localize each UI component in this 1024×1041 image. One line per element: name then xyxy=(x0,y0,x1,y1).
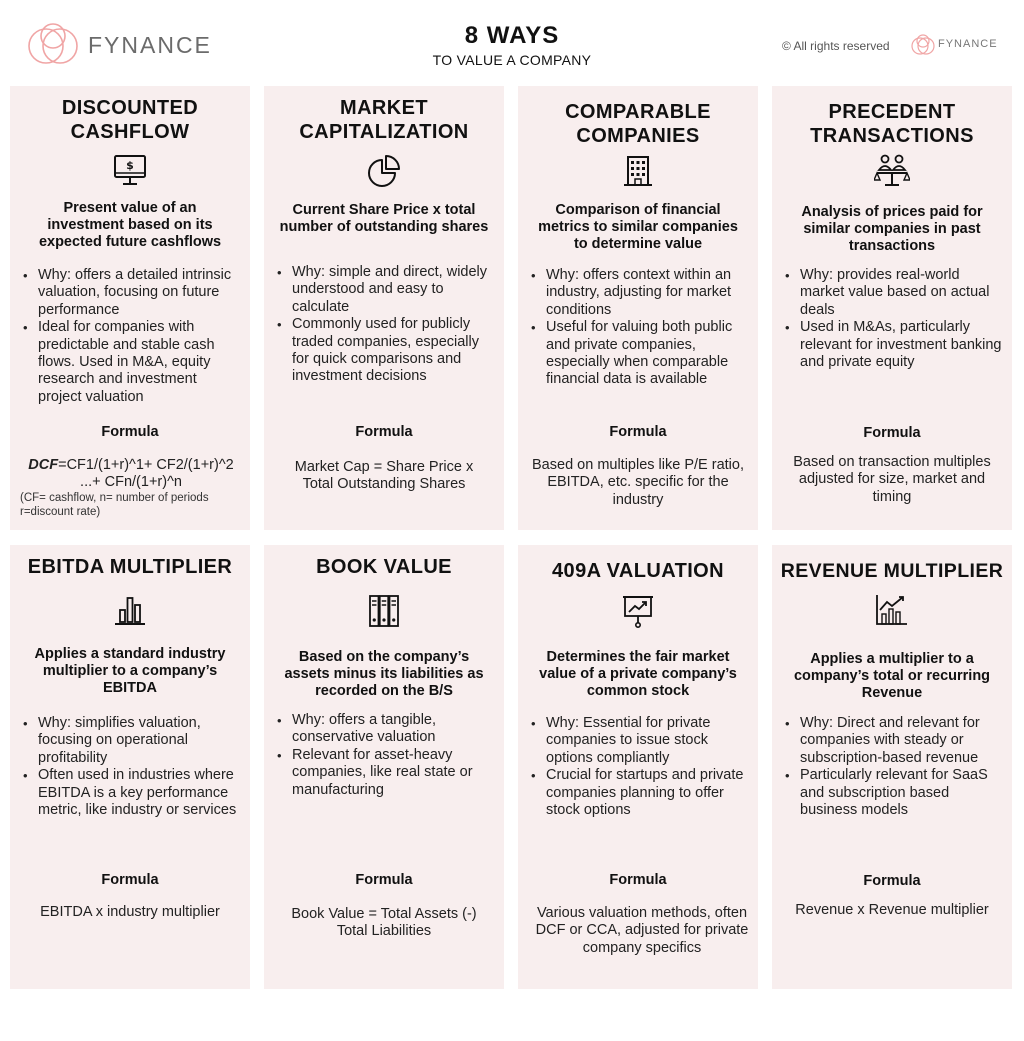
formula-label: Formula xyxy=(101,872,159,888)
fynance-logo-small xyxy=(910,33,1010,57)
bullet-why: • Why: offers context within an industry, adjusting for market conditions xyxy=(530,267,750,319)
card-market-capitalization xyxy=(264,86,504,530)
card-revenue-multiplier xyxy=(772,545,1012,989)
bar-chart-icon xyxy=(112,592,148,628)
card-409a-valuation xyxy=(518,545,758,989)
card-precedent-transactions xyxy=(772,86,1012,530)
formula-text: Book Value = Total Assets (-) Total Liabilities xyxy=(291,906,477,940)
bullet-why: • Why: offers a tangible, conservative valuation xyxy=(276,712,496,747)
monitor-dollar-icon xyxy=(112,152,148,188)
card-title: EBITDA MULTIPLIER xyxy=(27,556,233,578)
card-discounted-cashflow xyxy=(10,86,250,530)
card-bullets xyxy=(22,715,242,819)
formula-label: Formula xyxy=(101,424,159,440)
formula-text: EBITDA x industry multiplier xyxy=(40,904,220,920)
bullet-why: • Why: Essential for private companies to issue stock options compliantly xyxy=(530,715,750,767)
bullet-usage: • Crucial for startups and private companies planning to offer stock options xyxy=(530,767,750,819)
pie-chart-icon xyxy=(366,153,402,189)
fynance-small-logo-icon xyxy=(910,33,936,57)
building-icon xyxy=(620,153,656,189)
card-description: Comparison of financial metrics to similar companies to determine value xyxy=(538,202,738,252)
formula-prefix: DCF xyxy=(28,457,59,473)
card-book-value xyxy=(264,545,504,989)
card-description: Analysis of prices paid for similar companies in past transactions xyxy=(801,204,983,254)
card-title: MARKET CAPITALIZATION xyxy=(299,97,469,143)
formula-label: Formula xyxy=(355,872,413,888)
formula-label: Formula xyxy=(863,425,921,441)
binders-icon xyxy=(366,593,402,629)
card-description: Current Share Price x total number of outstanding shares xyxy=(279,202,489,235)
formula-text: Based on multiples like P/E ratio, EBITDA, etc. specific for the industry xyxy=(532,457,744,508)
card-bullets xyxy=(530,715,750,819)
card-bullets xyxy=(784,715,1004,819)
bullet-usage: • Ideal for companies with predictable and stable cash flows. Used in M&A, equity research and investment project valuation xyxy=(22,319,242,406)
card-description: Applies a standard industry multiplier to a company’s EBITDA xyxy=(34,646,226,696)
formula-text: Revenue x Revenue multiplier xyxy=(795,902,989,918)
card-bullets xyxy=(276,264,496,386)
card-title: BOOK VALUE xyxy=(316,556,452,578)
card-bullets xyxy=(530,267,750,389)
brand-name: FYNANCE xyxy=(88,32,212,58)
card-description: Determines the fair market value of a private company’s common stock xyxy=(539,649,737,699)
formula-expression: =CF1/(1+r)^1+ CF2/(1+r)^2 ...+ CFn/(1+r)^n xyxy=(58,457,234,491)
bullet-why: • Why: offers a detailed intrinsic valuation, focusing on future performance xyxy=(22,267,242,319)
people-scale-icon xyxy=(874,153,910,189)
card-bullets xyxy=(784,267,1004,371)
bullet-usage: • Particularly relevant for SaaS and subscription based business models xyxy=(784,767,1004,819)
card-title: DISCOUNTED CASHFLOW xyxy=(61,97,199,143)
page-subtitle: TO VALUE A COMPANY xyxy=(432,52,592,68)
formula-text: Based on transaction multiples adjusted for size, market and timing xyxy=(793,454,991,505)
bullet-why: • Why: Direct and relevant for companies with steady or subscription-based revenue xyxy=(784,715,1004,767)
svg-text:$: $ xyxy=(126,159,134,172)
card-title: PRECEDENT TRANSACTIONS xyxy=(810,101,974,147)
bullet-why: • Why: simple and direct, widely understood and easy to calculate xyxy=(276,264,496,316)
card-bullets xyxy=(276,712,496,799)
card-title: 409A VALUATION xyxy=(552,560,724,582)
formula-label: Formula xyxy=(863,873,921,889)
card-title: COMPARABLE COMPANIES xyxy=(565,101,711,147)
formula-text: Market Cap = Share Price x Total Outstanding Shares xyxy=(294,459,474,493)
page-title: 8 WAYS xyxy=(464,22,560,49)
formula-label: Formula xyxy=(355,424,413,440)
formula-label: Formula xyxy=(609,872,667,888)
brand-name-small: FYNANCE xyxy=(938,38,998,50)
formula-text: Various valuation methods, often DCF or CCA, adjusted for private company specifics xyxy=(535,905,749,956)
formula-text xyxy=(26,457,236,492)
bullet-usage: • Often used in industries where EBITDA is a key performance metric, like industry or services xyxy=(22,767,242,819)
growth-chart-icon xyxy=(874,592,910,628)
card-ebitda-multiplier xyxy=(10,545,250,989)
formula-label: Formula xyxy=(609,424,667,440)
bullet-usage: • Relevant for asset-heavy companies, like real state or manufacturing xyxy=(276,747,496,799)
card-bullets xyxy=(22,267,242,406)
bullet-usage: • Commonly used for publicly traded companies, especially for quick comparisons and investment decisions xyxy=(276,316,496,386)
presentation-board-icon xyxy=(620,593,656,629)
formula-note: (CF= cashflow, n= number of periods r=discount rate) xyxy=(20,492,209,518)
copyright-text: © All rights reserved xyxy=(782,39,890,53)
card-comparable-companies xyxy=(518,86,758,530)
card-description: Based on the company’s assets minus its liabilities as recorded on the B/S xyxy=(284,649,484,699)
bullet-why: • Why: simplifies valuation, focusing on operational profitability xyxy=(22,715,242,767)
card-description: Present value of an investment based on its expected future cashflows xyxy=(38,200,222,250)
card-title: REVENUE MULTIPLIER xyxy=(780,560,1004,582)
bullet-usage: • Used in M&As, particularly relevant for investment banking and private equity xyxy=(784,319,1004,371)
card-description: Applies a multiplier to a company’s total or recurring Revenue xyxy=(793,651,991,701)
bullet-why: • Why: provides real-world market value based on actual deals xyxy=(784,267,1004,319)
bullet-usage: • Useful for valuing both public and private companies, especially when comparable financial data is available xyxy=(530,319,750,389)
